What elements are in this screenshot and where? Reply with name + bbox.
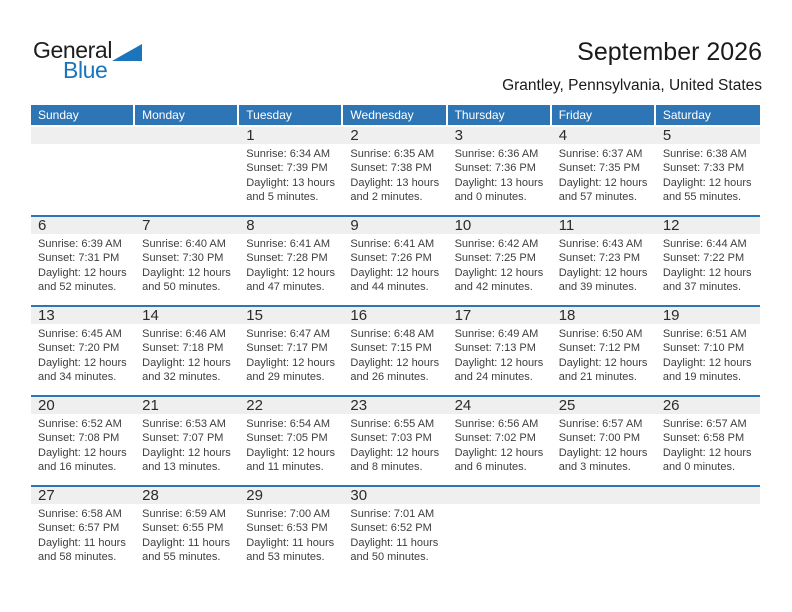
sunset-text: Sunset: 7:15 PM (350, 342, 432, 355)
daylight-text: Daylight: 12 hours and 44 minutes. (350, 266, 440, 294)
day-number: 1 (239, 127, 343, 144)
daylight-text: Daylight: 13 hours and 5 minutes. (246, 176, 335, 204)
day-number: 24 (448, 397, 552, 414)
day-number: 16 (343, 307, 447, 324)
sunrise-text: Sunrise: 6:41 AM (246, 238, 331, 250)
page-title: September 2026 (577, 38, 762, 66)
day-details (656, 414, 760, 475)
sunset-text: Sunset: 7:25 PM (454, 252, 536, 265)
sunrise-text: Sunrise: 7:01 AM (350, 508, 435, 520)
day-number: 12 (656, 217, 760, 234)
day-number (656, 487, 760, 504)
day-details (135, 234, 239, 295)
calendar-cell (656, 217, 760, 305)
day-details (239, 504, 343, 565)
sunrise-text: Sunrise: 6:55 AM (350, 418, 435, 430)
day-details (343, 144, 447, 205)
daylight-text: Daylight: 12 hours and 29 minutes. (246, 356, 335, 384)
day-number: 19 (656, 307, 760, 324)
sunrise-text: Sunrise: 6:49 AM (454, 328, 539, 340)
day-details (31, 324, 135, 385)
day-number: 2 (343, 127, 447, 144)
day-details (448, 324, 552, 385)
sunset-text: Sunset: 7:13 PM (454, 342, 536, 355)
daylight-text: Daylight: 12 hours and 8 minutes. (350, 446, 440, 474)
daylight-text: Daylight: 13 hours and 0 minutes. (454, 176, 544, 204)
daylight-text: Daylight: 12 hours and 3 minutes. (558, 446, 648, 474)
day-details (656, 324, 760, 385)
calendar-cell (343, 307, 447, 395)
day-number: 25 (552, 397, 656, 414)
weekday-header-thursday: Thursday (448, 105, 552, 125)
day-number: 7 (135, 217, 239, 234)
sunset-text: Sunset: 7:18 PM (142, 342, 224, 355)
calendar-cell (656, 487, 760, 575)
sunrise-text: Sunrise: 6:57 AM (662, 418, 747, 430)
calendar-cell (343, 217, 447, 305)
sunrise-text: Sunrise: 6:39 AM (38, 238, 122, 250)
sunset-text: Sunset: 7:10 PM (662, 342, 745, 355)
weekday-header-saturday: Saturday (656, 105, 760, 125)
weekday-header-monday: Monday (135, 105, 239, 125)
calendar-cell (552, 217, 656, 305)
sunrise-text: Sunrise: 6:43 AM (558, 238, 643, 250)
sunrise-text: Sunrise: 6:54 AM (246, 418, 331, 430)
day-number: 13 (31, 307, 135, 324)
location-subtitle: Grantley, Pennsylvania, United States (502, 77, 762, 94)
day-details (135, 504, 239, 565)
day-details (31, 414, 135, 475)
general-blue-logo (33, 38, 148, 86)
sunrise-text: Sunrise: 6:42 AM (454, 238, 539, 250)
day-details (343, 234, 447, 295)
daylight-text: Daylight: 12 hours and 37 minutes. (662, 266, 752, 294)
sunrise-text: Sunrise: 6:38 AM (662, 148, 747, 160)
sunrise-text: Sunrise: 6:40 AM (142, 238, 226, 250)
calendar-cell (448, 487, 552, 575)
day-number: 14 (135, 307, 239, 324)
week-row (31, 305, 760, 395)
day-number: 17 (448, 307, 552, 324)
daylight-text: Daylight: 12 hours and 11 minutes. (246, 446, 335, 474)
sunset-text: Sunset: 7:36 PM (454, 162, 536, 175)
calendar-cell (656, 127, 760, 215)
logo-triangle-icon (112, 44, 142, 61)
calendar-cell (552, 487, 656, 575)
daylight-text: Daylight: 12 hours and 32 minutes. (142, 356, 231, 384)
sunset-text: Sunset: 7:26 PM (350, 252, 432, 265)
sunset-text: Sunset: 7:00 PM (558, 432, 641, 445)
day-details (656, 144, 760, 205)
day-number: 10 (448, 217, 552, 234)
daylight-text: Daylight: 12 hours and 47 minutes. (246, 266, 335, 294)
sunset-text: Sunset: 7:07 PM (142, 432, 224, 445)
sunset-text: Sunset: 7:28 PM (246, 252, 328, 265)
calendar-cell (552, 397, 656, 485)
sunrise-text: Sunrise: 6:47 AM (246, 328, 331, 340)
week-row (31, 485, 760, 575)
day-number: 29 (239, 487, 343, 504)
sunrise-text: Sunrise: 6:59 AM (142, 508, 226, 520)
day-number (31, 127, 135, 144)
calendar-cell (448, 217, 552, 305)
sunrise-text: Sunrise: 6:58 AM (38, 508, 122, 520)
day-number: 27 (31, 487, 135, 504)
day-number: 30 (343, 487, 447, 504)
daylight-text: Daylight: 12 hours and 19 minutes. (662, 356, 752, 384)
sunset-text: Sunset: 7:08 PM (38, 432, 120, 445)
weekday-header-row (31, 105, 760, 125)
calendar-cell (135, 127, 239, 215)
sunset-text: Sunset: 7:31 PM (38, 252, 120, 265)
sunset-text: Sunset: 7:30 PM (142, 252, 224, 265)
day-details (135, 414, 239, 475)
calendar-cell (239, 397, 343, 485)
sunrise-text: Sunrise: 6:34 AM (246, 148, 331, 160)
calendar-cell (31, 307, 135, 395)
day-details (239, 414, 343, 475)
sunrise-text: Sunrise: 6:50 AM (558, 328, 643, 340)
daylight-text: Daylight: 12 hours and 50 minutes. (142, 266, 231, 294)
daylight-text: Daylight: 12 hours and 21 minutes. (558, 356, 648, 384)
day-details (552, 144, 656, 205)
daylight-text: Daylight: 11 hours and 58 minutes. (38, 536, 126, 564)
daylight-text: Daylight: 11 hours and 55 minutes. (142, 536, 230, 564)
calendar-cell (656, 307, 760, 395)
day-details (343, 414, 447, 475)
calendar-cell (552, 127, 656, 215)
calendar-cell (239, 487, 343, 575)
day-number: 8 (239, 217, 343, 234)
day-number: 15 (239, 307, 343, 324)
day-number: 22 (239, 397, 343, 414)
calendar-cell (135, 307, 239, 395)
sunrise-text: Sunrise: 6:56 AM (454, 418, 539, 430)
day-details (343, 324, 447, 385)
sunrise-text: Sunrise: 6:57 AM (558, 418, 643, 430)
sunrise-text: Sunrise: 6:45 AM (38, 328, 122, 340)
daylight-text: Daylight: 12 hours and 16 minutes. (38, 446, 127, 474)
daylight-text: Daylight: 11 hours and 50 minutes. (350, 536, 439, 564)
sunrise-text: Sunrise: 6:48 AM (350, 328, 435, 340)
sunrise-text: Sunrise: 6:52 AM (38, 418, 122, 430)
week-row (31, 395, 760, 485)
day-number: 11 (552, 217, 656, 234)
day-details (31, 504, 135, 565)
sunrise-text: Sunrise: 6:37 AM (558, 148, 643, 160)
sunrise-text: Sunrise: 6:46 AM (142, 328, 226, 340)
day-number: 18 (552, 307, 656, 324)
calendar-cell (239, 217, 343, 305)
day-details (552, 414, 656, 475)
calendar-cell (135, 217, 239, 305)
daylight-text: Daylight: 12 hours and 0 minutes. (662, 446, 752, 474)
weekday-header-wednesday: Wednesday (343, 105, 447, 125)
day-number: 28 (135, 487, 239, 504)
sunset-text: Sunset: 6:58 PM (662, 432, 745, 445)
sunset-text: Sunset: 7:33 PM (662, 162, 745, 175)
daylight-text: Daylight: 12 hours and 42 minutes. (454, 266, 544, 294)
sunset-text: Sunset: 6:53 PM (246, 522, 328, 535)
sunset-text: Sunset: 7:35 PM (558, 162, 641, 175)
day-number (448, 487, 552, 504)
day-details (31, 234, 135, 295)
calendar-cell (343, 127, 447, 215)
day-details (552, 324, 656, 385)
sunrise-text: Sunrise: 6:36 AM (454, 148, 539, 160)
day-number: 5 (656, 127, 760, 144)
sunset-text: Sunset: 7:03 PM (350, 432, 432, 445)
day-details (656, 234, 760, 295)
day-number: 20 (31, 397, 135, 414)
day-number (135, 127, 239, 144)
calendar-cell (552, 307, 656, 395)
week-row (31, 125, 760, 215)
calendar-cell (448, 307, 552, 395)
weekday-header-friday: Friday (552, 105, 656, 125)
day-number (552, 487, 656, 504)
calendar-cell (31, 487, 135, 575)
sunrise-text: Sunrise: 7:00 AM (246, 508, 331, 520)
day-details (552, 234, 656, 295)
logo-text-general: General (33, 37, 113, 63)
daylight-text: Daylight: 12 hours and 6 minutes. (454, 446, 544, 474)
daylight-text: Daylight: 12 hours and 52 minutes. (38, 266, 127, 294)
daylight-text: Daylight: 12 hours and 34 minutes. (38, 356, 127, 384)
logo-text-blue: Blue (63, 57, 108, 83)
calendar-body (31, 125, 760, 575)
sunset-text: Sunset: 7:02 PM (454, 432, 536, 445)
day-details (343, 504, 447, 565)
calendar-cell (343, 397, 447, 485)
day-details (448, 144, 552, 205)
weekday-header-tuesday: Tuesday (239, 105, 343, 125)
sunset-text: Sunset: 7:39 PM (246, 162, 328, 175)
calendar-cell (135, 397, 239, 485)
calendar-table (31, 105, 760, 575)
week-row (31, 215, 760, 305)
day-details (135, 324, 239, 385)
day-number: 6 (31, 217, 135, 234)
sunset-text: Sunset: 6:57 PM (38, 522, 120, 535)
sunset-text: Sunset: 6:55 PM (142, 522, 224, 535)
sunrise-text: Sunrise: 6:41 AM (350, 238, 435, 250)
calendar-cell (448, 397, 552, 485)
day-details (239, 144, 343, 205)
sunrise-text: Sunrise: 6:44 AM (662, 238, 747, 250)
daylight-text: Daylight: 12 hours and 55 minutes. (662, 176, 752, 204)
daylight-text: Daylight: 12 hours and 13 minutes. (142, 446, 231, 474)
day-number: 3 (448, 127, 552, 144)
sunset-text: Sunset: 7:17 PM (246, 342, 328, 355)
day-details (448, 414, 552, 475)
day-number: 23 (343, 397, 447, 414)
calendar-cell (343, 487, 447, 575)
day-details (448, 234, 552, 295)
weekday-header-sunday: Sunday (31, 105, 135, 125)
calendar-cell (656, 397, 760, 485)
calendar-cell (135, 487, 239, 575)
daylight-text: Daylight: 12 hours and 57 minutes. (558, 176, 648, 204)
calendar-cell (31, 217, 135, 305)
day-number: 9 (343, 217, 447, 234)
day-details (239, 324, 343, 385)
day-details (239, 234, 343, 295)
daylight-text: Daylight: 12 hours and 39 minutes. (558, 266, 648, 294)
day-number: 26 (656, 397, 760, 414)
day-number: 21 (135, 397, 239, 414)
calendar-cell (31, 397, 135, 485)
sunset-text: Sunset: 6:52 PM (350, 522, 432, 535)
calendar-cell (239, 127, 343, 215)
day-number: 4 (552, 127, 656, 144)
daylight-text: Daylight: 11 hours and 53 minutes. (246, 536, 335, 564)
sunset-text: Sunset: 7:12 PM (558, 342, 641, 355)
sunset-text: Sunset: 7:05 PM (246, 432, 328, 445)
daylight-text: Daylight: 12 hours and 24 minutes. (454, 356, 544, 384)
sunset-text: Sunset: 7:22 PM (662, 252, 745, 265)
sunrise-text: Sunrise: 6:53 AM (142, 418, 226, 430)
calendar-cell (31, 127, 135, 215)
daylight-text: Daylight: 12 hours and 26 minutes. (350, 356, 440, 384)
sunrise-text: Sunrise: 6:51 AM (662, 328, 747, 340)
sunrise-text: Sunrise: 6:35 AM (350, 148, 435, 160)
sunset-text: Sunset: 7:23 PM (558, 252, 641, 265)
calendar-cell (239, 307, 343, 395)
daylight-text: Daylight: 13 hours and 2 minutes. (350, 176, 440, 204)
sunset-text: Sunset: 7:20 PM (38, 342, 120, 355)
sunset-text: Sunset: 7:38 PM (350, 162, 432, 175)
calendar-cell (448, 127, 552, 215)
